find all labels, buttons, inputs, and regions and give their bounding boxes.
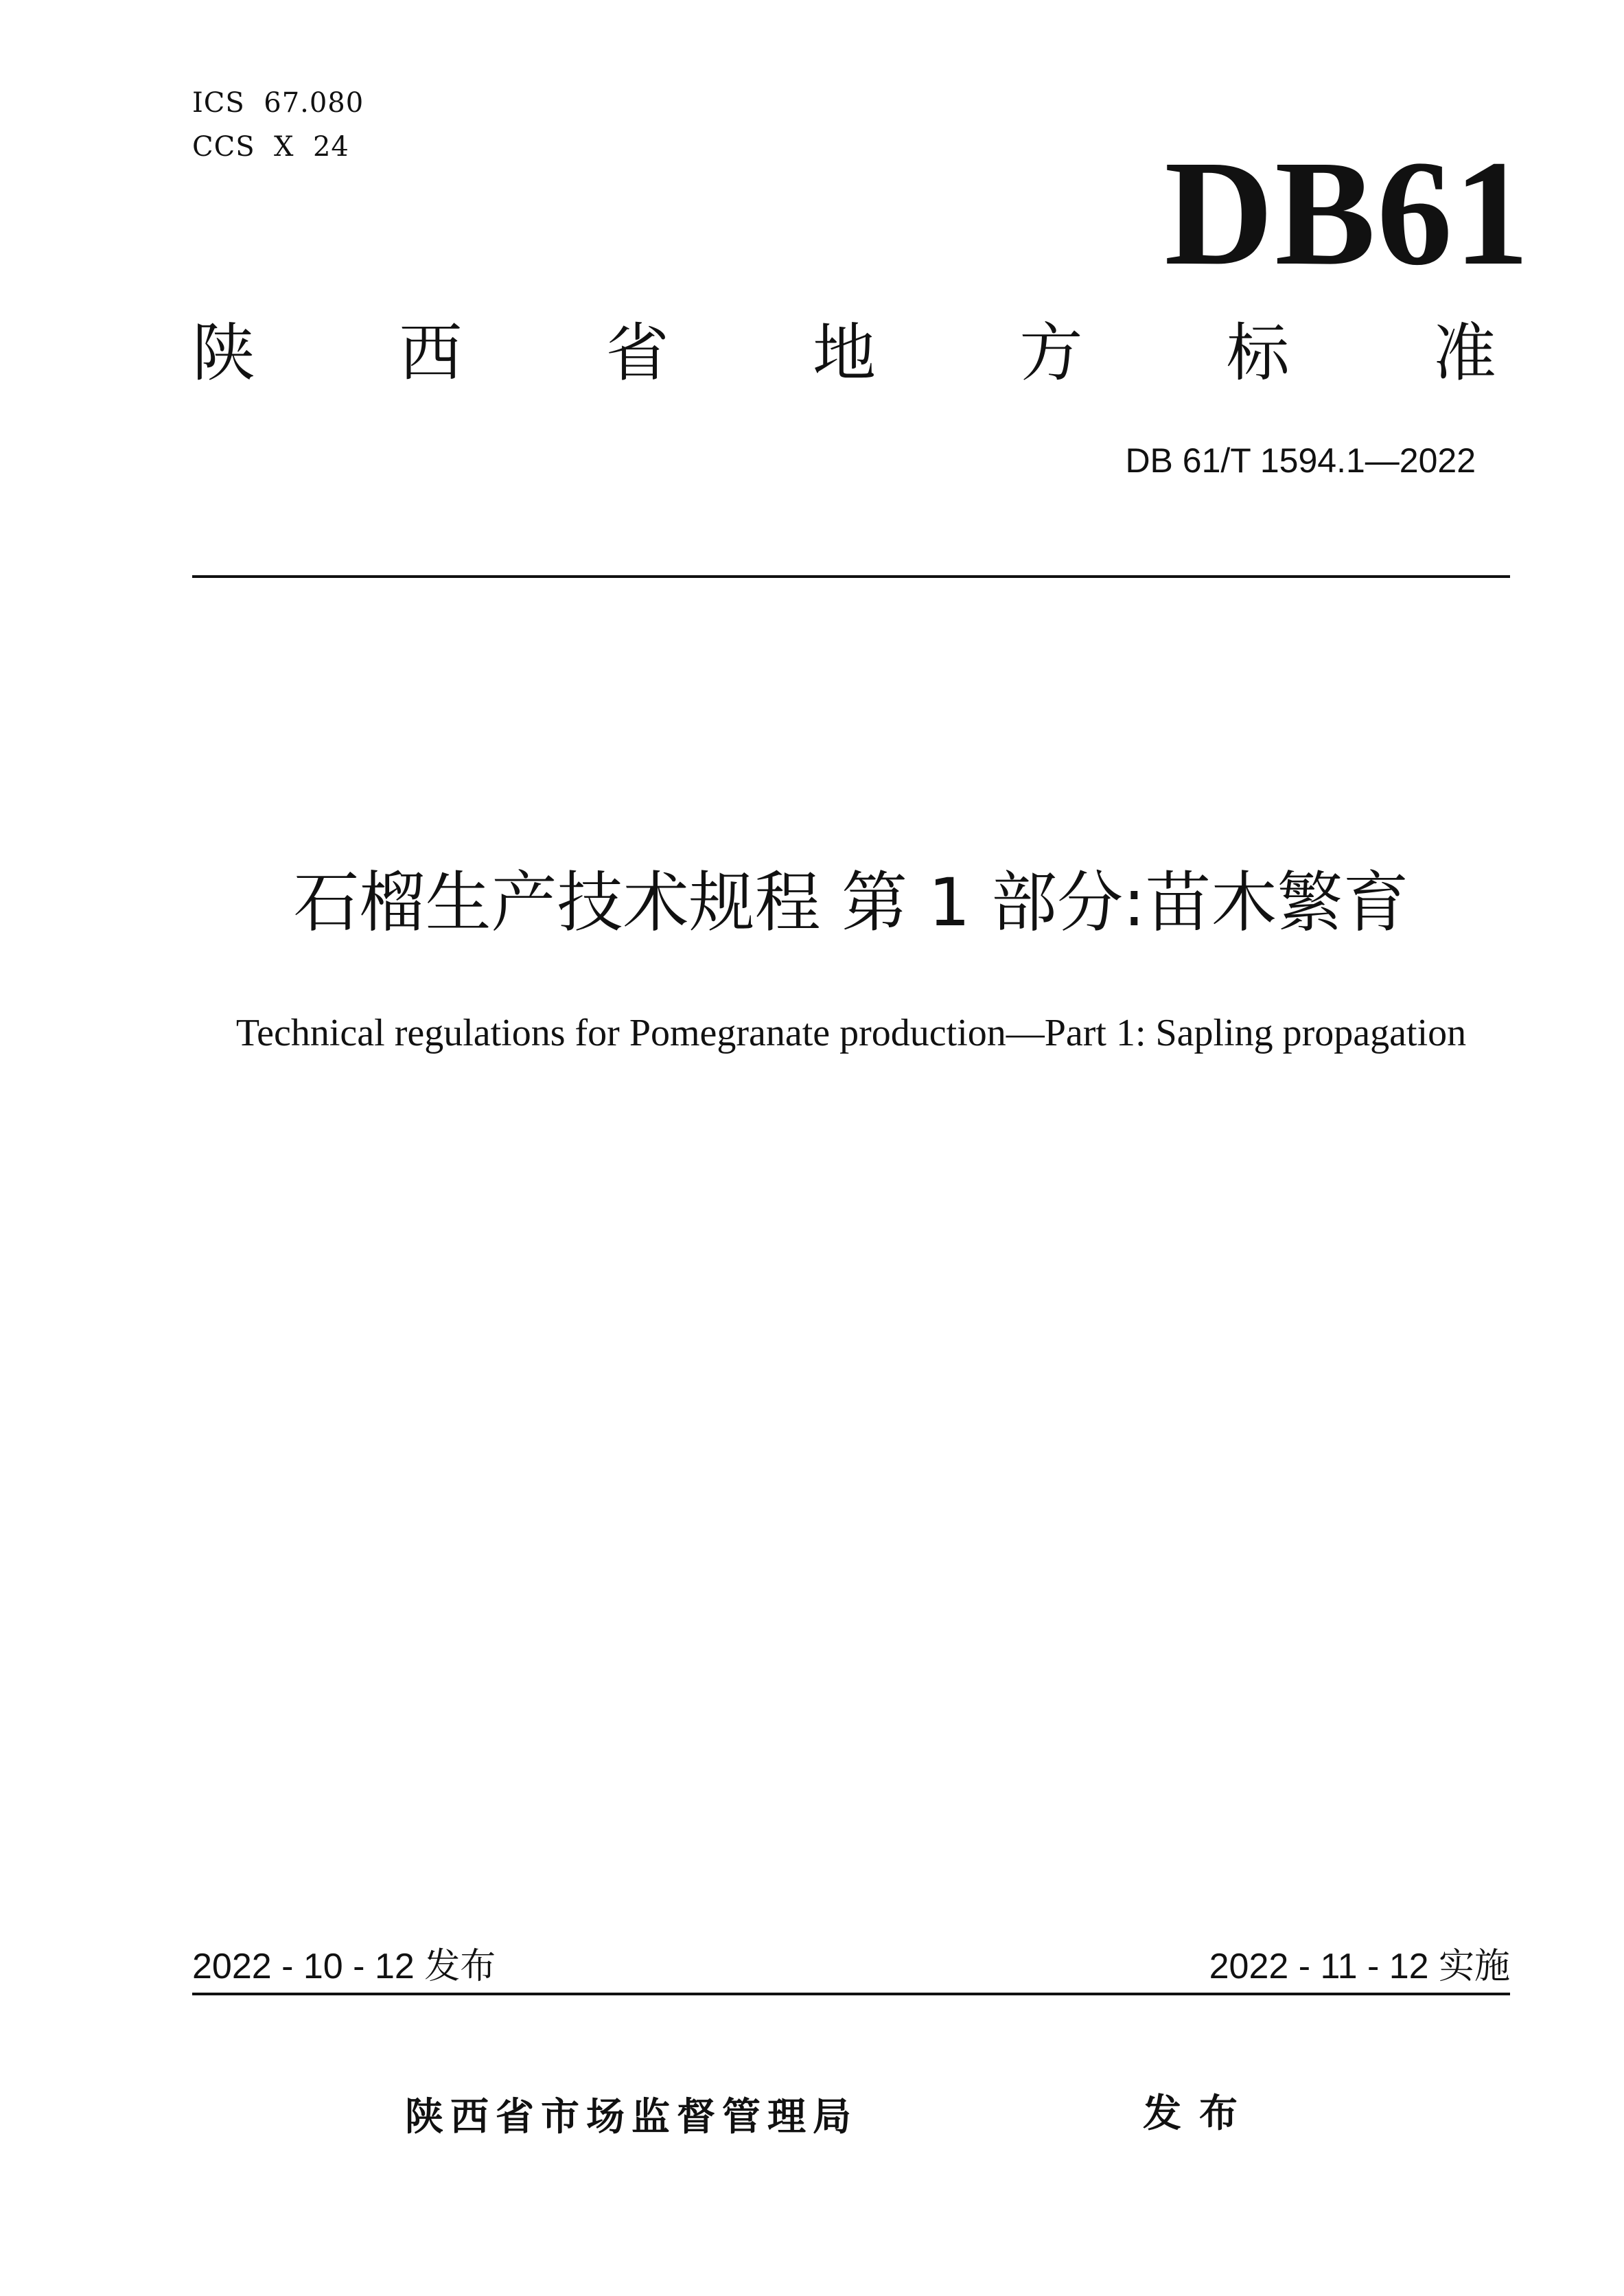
standard-type-char: 方 <box>1019 316 1083 390</box>
header-divider <box>192 575 1510 578</box>
document-title-english: Technical regulations for Pomegranate production—Part 1: Sapling propagation <box>235 1012 1467 1054</box>
publisher-name: 陕西省市场监督管理局 <box>405 2095 858 2140</box>
standard-number: DB 61/T 1594.1—2022 <box>1125 441 1476 480</box>
footer-divider <box>192 1993 1510 1995</box>
standard-type-title <box>192 312 1496 395</box>
publish-label: 发布 <box>1143 2091 1255 2136</box>
standard-type-char: 地 <box>812 316 876 390</box>
standard-type-char: 标 <box>1226 316 1290 390</box>
issue-date: 2022 - 10 - 12 发布 <box>192 1947 496 1986</box>
implementation-date: 2022 - 11 - 12 实施 <box>1209 1947 1510 1986</box>
standard-type-char: 西 <box>399 316 463 390</box>
standard-type-char: 陕 <box>192 316 256 390</box>
document-title-chinese: 石榴生产技术规程 第 1 部分:苗木繁育 <box>293 864 1409 941</box>
ccs-code: CCS X 24 <box>192 131 349 163</box>
ics-code: ICS 67.080 <box>192 87 364 119</box>
classification-codes <box>192 81 364 169</box>
standard-type-char: 省 <box>605 316 669 390</box>
standard-logo: DB61 <box>1164 129 1531 297</box>
standard-type-char: 准 <box>1432 316 1496 390</box>
